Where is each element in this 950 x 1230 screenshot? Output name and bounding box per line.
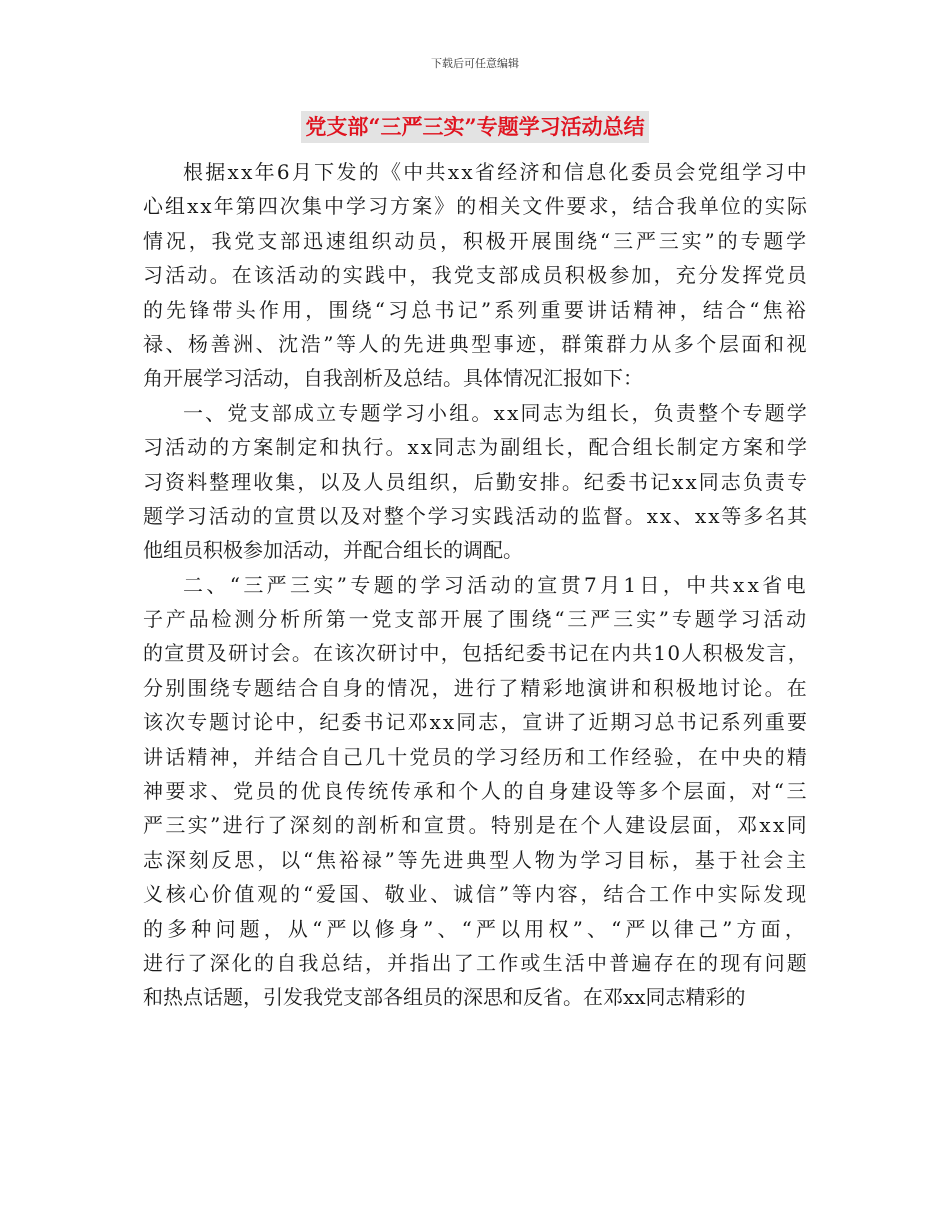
body-text-line: 进行了深化的自我总结，并指出了工作或生活中普遍存在的现有问题 xyxy=(143,950,809,975)
body-text-line: 讲话精神，并结合自己几十党员的学习经历和工作经验，在中央的精 xyxy=(143,744,809,769)
body-text-line: 该次专题讨论中，纪委书记邓xx同志，宣讲了近期习总书记系列重要 xyxy=(143,710,809,735)
body-text-line: 的先锋带头作用，围绕“习总书记”系列重要讲话精神，结合“焦裕 xyxy=(143,297,809,322)
body-text-line: 心组xx年第四次集中学习方案》的相关文件要求，结合我单位的实际 xyxy=(143,194,809,219)
body-text-line: 神要求、党员的优良传统传承和个人的自身建设等多个层面，对“三 xyxy=(143,779,809,804)
body-text-line: 一、党支部成立专题学习小组。xx同志为组长，负责整个专题学 xyxy=(183,400,809,425)
body-text-line: 义核心价值观的“爱国、敬业、诚信”等内容，结合工作中实际发现 xyxy=(143,882,809,907)
body-text-line: 禄、杨善洲、沈浩”等人的先进典型事迹，群策群力从多个层面和视 xyxy=(143,331,809,356)
document-title: 党支部“三严三实”专题学习活动总结 xyxy=(301,111,648,143)
document-body xyxy=(143,155,809,1015)
header-note: 下载后可任意编辑 xyxy=(431,57,519,70)
body-text-line: 的多种问题，从“严以修身”、“严以用权”、“严以律己”方面， xyxy=(143,916,809,941)
body-text-line: 习活动。在该活动的实践中，我党支部成员积极参加，充分发挥党员 xyxy=(143,263,809,288)
body-text-line: 严三实”进行了深刻的剖析和宣贯。特别是在个人建设层面，邓xx同 xyxy=(143,813,809,838)
body-text-line: 志深刻反思，以“焦裕禄”等先进典型人物为学习目标，基于社会主 xyxy=(143,847,809,872)
body-text-line: 根据xx年6月下发的《中共xx省经济和信息化委员会党组学习中 xyxy=(183,160,809,184)
body-text-line: 情况，我党支部迅速组织动员，积极开展围绕“三严三实”的专题学 xyxy=(143,228,809,253)
body-text-line: 子产品检测分析所第一党支部开展了围绕“三严三实”专题学习活动 xyxy=(143,607,809,632)
body-text-line: 习资料整理收集，以及人员组织，后勤安排。纪委书记xx同志负责专 xyxy=(143,469,809,494)
body-text-line: 和热点话题，引发我党支部各组员的深思和反省。在邓xx同志精彩的 xyxy=(143,985,746,1010)
body-text-line: 二、“三严三实”专题的学习活动的宣贯7月1日，中共xx省电 xyxy=(183,572,809,597)
body-text-line: 题学习活动的宣贯以及对整个学习实践活动的监督。xx、xx等多名其 xyxy=(143,503,809,528)
body-text-line: 角开展学习活动，自我剖析及总结。具体情况汇报如下： xyxy=(143,366,643,391)
body-text-line: 他组员积极参加活动，并配合组长的调配。 xyxy=(143,538,523,563)
body-text-line: 的宣贯及研讨会。在该次研讨中，包括纪委书记在内共10人积极发言， xyxy=(143,641,809,666)
title-block xyxy=(0,111,950,143)
body-text-line: 习活动的方案制定和执行。xx同志为副组长，配合组长制定方案和学 xyxy=(143,435,809,460)
body-text-line: 分别围绕专题结合自身的情况，进行了精彩地演讲和积极地讨论。在 xyxy=(143,675,809,700)
